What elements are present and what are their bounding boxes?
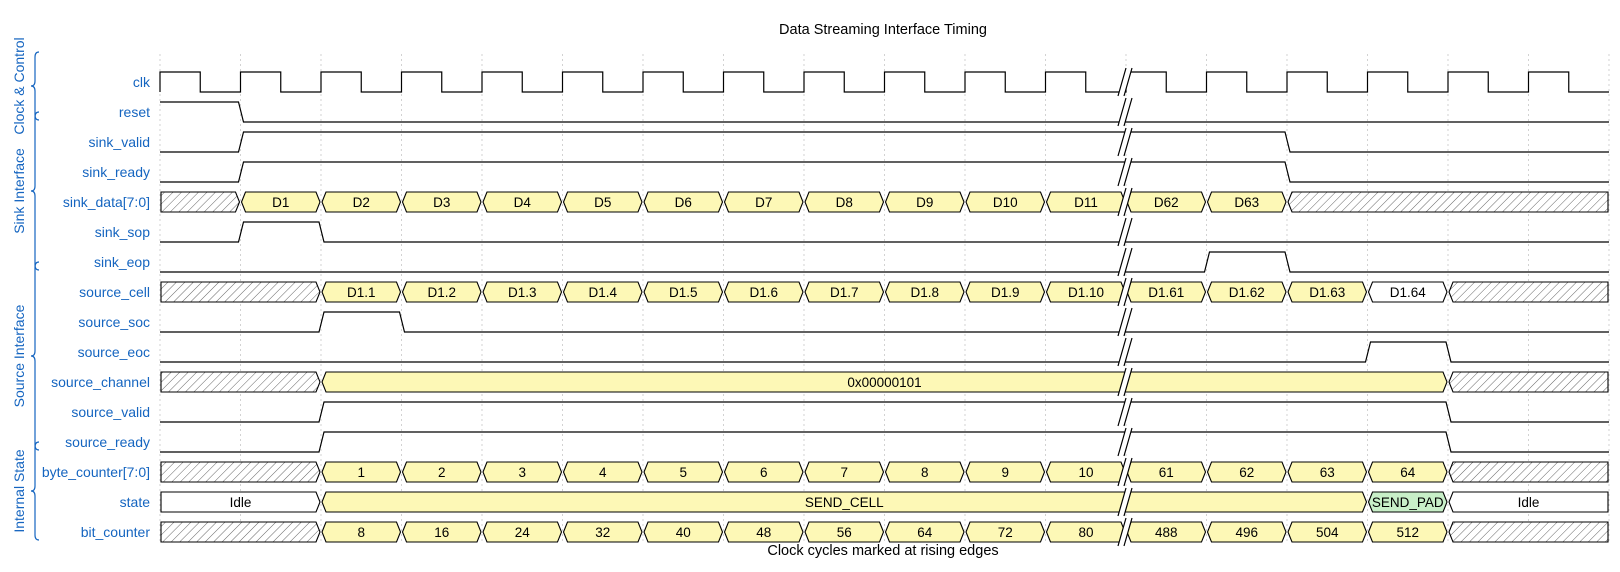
group-label: Sink Interface [11, 148, 27, 234]
bus-value: 16 [434, 525, 450, 540]
bus-value: D7 [755, 195, 773, 210]
bus-value: D9 [916, 195, 934, 210]
bus-value: 64 [1400, 465, 1416, 480]
bus-value: D5 [594, 195, 612, 210]
bus-value: 6 [759, 465, 768, 480]
bus-undefined [161, 282, 320, 302]
signal-wave [161, 492, 1608, 512]
bus-undefined [161, 192, 240, 212]
bus-value: D8 [835, 195, 853, 210]
signal-label: bit_counter [80, 524, 150, 540]
signal-label: sink_data[7:0] [62, 194, 150, 210]
bus-value: SEND_PAD [1371, 495, 1444, 510]
bus-value: 40 [675, 525, 691, 540]
bus-value: D62 [1153, 195, 1179, 210]
bus-value: D6 [674, 195, 692, 210]
bus-value: D1.62 [1228, 285, 1265, 300]
bus-value: D1 [272, 195, 290, 210]
bus-undefined [161, 462, 320, 482]
bus-value: 32 [595, 525, 611, 540]
bus-value: D1.1 [346, 285, 376, 300]
group-label: Clock & Control [11, 37, 27, 135]
bus-value: D1.2 [427, 285, 457, 300]
bus-value: 63 [1319, 465, 1335, 480]
bus-undefined [1449, 282, 1608, 302]
bus-value: D1.63 [1309, 285, 1346, 300]
bus-value: D11 [1074, 195, 1098, 210]
signal-label: clk [132, 74, 150, 90]
signal-label: source_eoc [77, 344, 150, 360]
bus-undefined [161, 372, 320, 392]
bus-value: D63 [1234, 195, 1260, 210]
signal-label: source_cell [79, 284, 150, 300]
diagram-caption: Clock cycles marked at rising edges [767, 543, 999, 559]
bus-value: 64 [917, 525, 933, 540]
signal-label: sink_sop [94, 224, 150, 240]
bus-value: D2 [352, 195, 370, 210]
bus-value: D1.10 [1067, 285, 1105, 300]
diagram-title: Data Streaming Interface Timing [779, 22, 987, 38]
bus-value: Idle [1517, 495, 1540, 510]
bus-value: 7 [840, 465, 849, 480]
signal-label: sink_ready [82, 164, 150, 180]
bus-value: D1.6 [749, 285, 779, 300]
bus-value: D1.4 [588, 285, 618, 300]
bus-value: D1.5 [668, 285, 698, 300]
signal-label: source_channel [51, 374, 150, 390]
bus-value: D1.9 [990, 285, 1020, 300]
bus-value: 48 [756, 525, 772, 540]
bus-undefined [1449, 372, 1608, 392]
bus-value: 24 [514, 525, 530, 540]
bus-value: Idle [229, 495, 252, 510]
bus-value: 488 [1154, 525, 1178, 540]
group-label: Source Interface [11, 304, 27, 408]
bus-value: 3 [518, 465, 527, 480]
group-label: Internal State [11, 449, 27, 533]
bus-value: 1 [357, 465, 366, 480]
bus-value: D1.3 [507, 285, 537, 300]
bus-value: D10 [992, 195, 1018, 210]
bus-value: SEND_CELL [804, 495, 884, 510]
signal-label: sink_valid [88, 134, 150, 150]
signal-wave [161, 372, 1608, 392]
bus-value: 496 [1235, 525, 1259, 540]
bus-value: 2 [437, 465, 446, 480]
bus-undefined [1449, 462, 1608, 482]
bus-undefined [161, 522, 320, 542]
bus-undefined [1288, 192, 1608, 212]
bus-undefined [1449, 522, 1608, 542]
bus-value: 8 [357, 525, 366, 540]
bus-value: 4 [598, 465, 607, 480]
signal-label: source_valid [71, 404, 150, 420]
bus-value: 9 [1001, 465, 1010, 480]
bus-value: D1.8 [910, 285, 940, 300]
bus-value: D1.61 [1148, 285, 1185, 300]
bus-value: 10 [1078, 465, 1094, 480]
bus-value: 5 [679, 465, 688, 480]
signal-label: reset [118, 104, 150, 120]
signal-label: source_ready [65, 434, 150, 450]
bus-value: D1.7 [829, 285, 859, 300]
signal-label: byte_counter[7:0] [41, 464, 150, 480]
bus-value: 62 [1239, 465, 1255, 480]
signal-label: source_soc [78, 314, 150, 330]
bus-value: 504 [1315, 525, 1339, 540]
bus-value: D3 [433, 195, 451, 210]
bus-value: D1.64 [1389, 285, 1426, 300]
bus-value: 72 [997, 525, 1013, 540]
bus-value: 512 [1396, 525, 1420, 540]
bus-value: 61 [1158, 465, 1174, 480]
bus-value: D4 [513, 195, 531, 210]
bus-value: 80 [1078, 525, 1094, 540]
signal-label: state [119, 494, 150, 510]
bus-value: 8 [920, 465, 929, 480]
signal-label: sink_eop [93, 254, 150, 270]
bus-value: 0x00000101 [847, 375, 922, 390]
bus-value: 56 [836, 525, 852, 540]
